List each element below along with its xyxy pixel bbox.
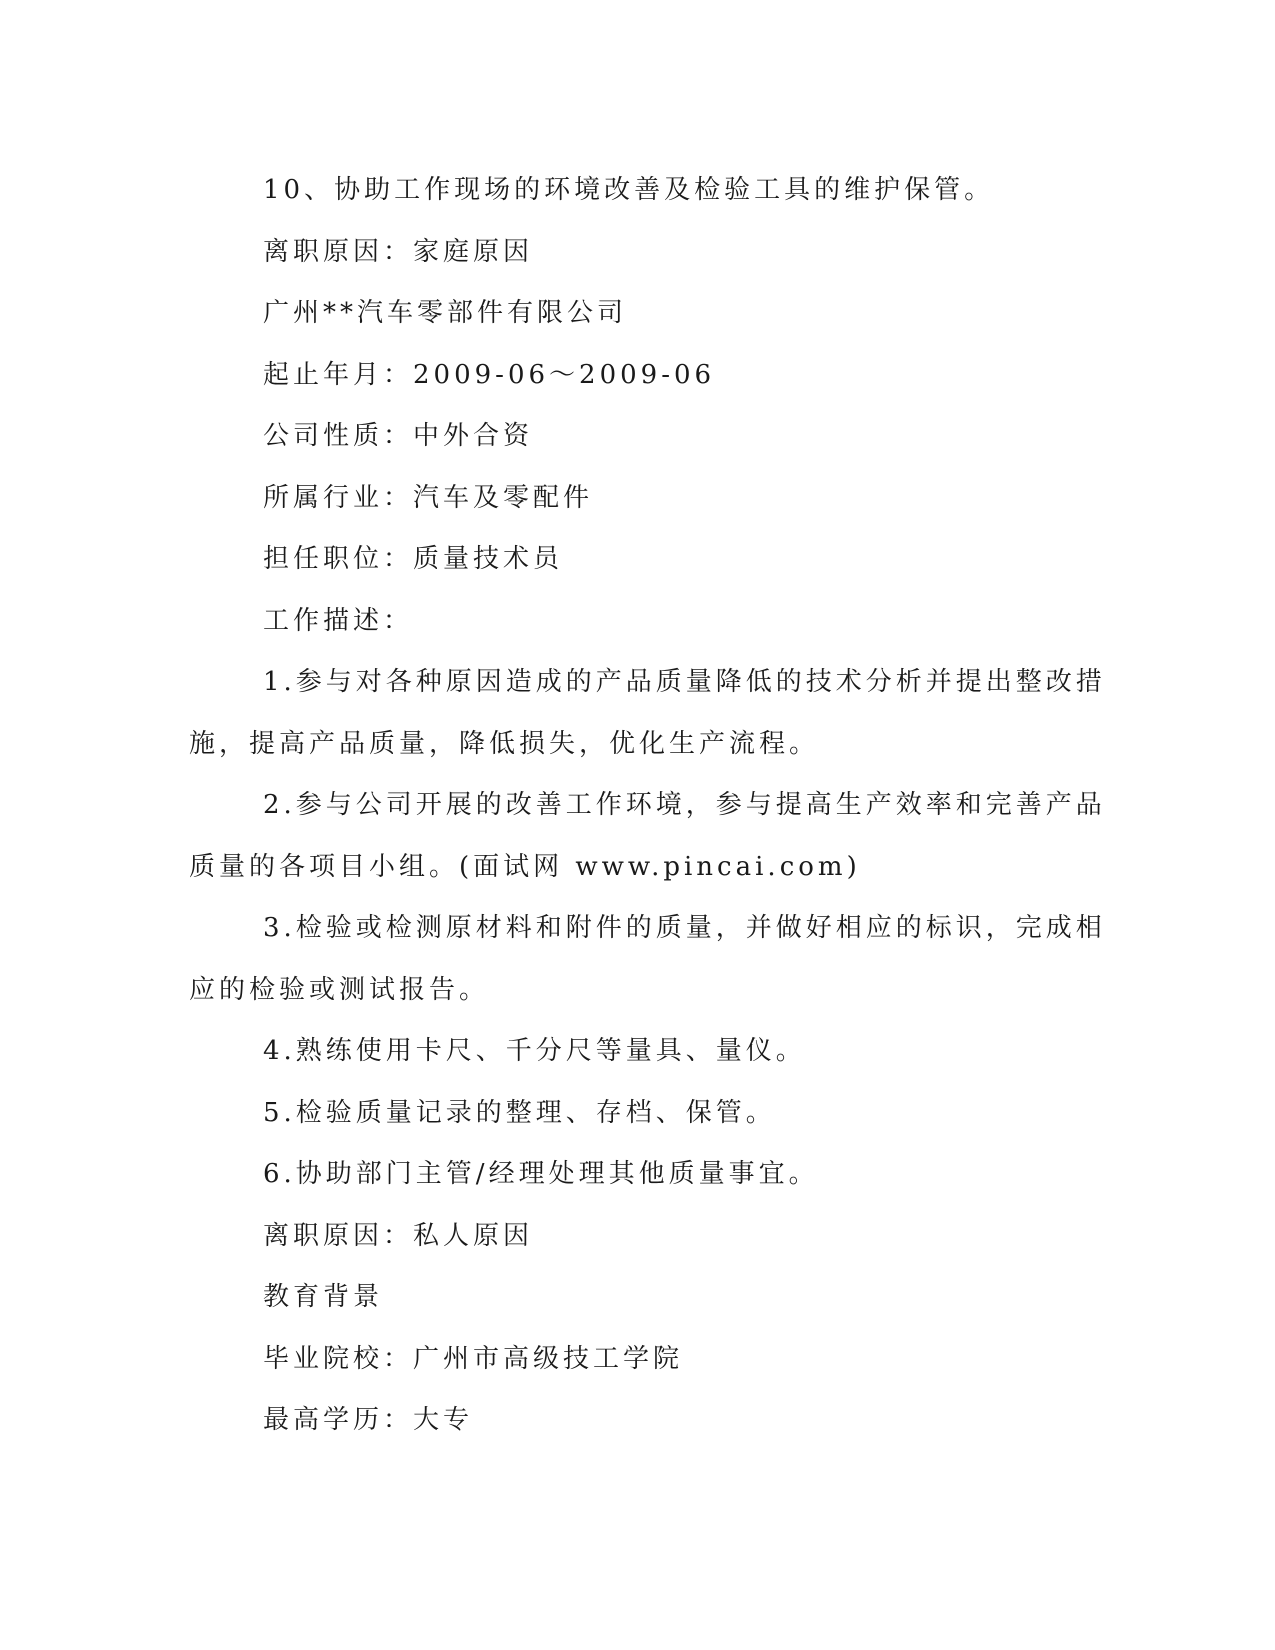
text-line-leave-reason-1: 离职原因：家庭原因 [263,236,534,267]
text-line-duty-1-part-1: 1.参与对各种原因造成的产品质量降低的技术分析并提出整改措 [263,667,1106,697]
text-line-school: 毕业院校：广州市高级技工学院 [263,1343,684,1374]
text-line-duty-5: 5.检验质量记录的整理、存档、保管。 [263,1097,776,1128]
text-line-duty-4: 4.熟练使用卡尺、千分尺等量具、量仪。 [263,1036,806,1066]
text-line-employment-period: 起止年月：2009-06～2009-06 [263,359,716,390]
text-line-company-type: 公司性质：中外合资 [263,421,534,451]
text-line-duty-6: 6.协助部门主管/经理处理其他质量事宜。 [263,1159,819,1189]
text-line-industry: 所属行业：汽车及零配件 [263,482,594,513]
text-line-highest-degree: 最高学历：大专 [263,1405,474,1435]
document-body [189,160,1106,1452]
section-heading-education: 教育背景 [263,1282,384,1312]
text-line-duty-1-part-2: 施，提高产品质量，降低损失，优化生产流程。 [189,728,820,759]
text-line-task-10: 10、协助工作现场的环境改善及检验工具的维护保管。 [263,175,995,205]
text-line-company-name: 广州**汽车零部件有限公司 [263,298,628,328]
text-line-leave-reason-2: 离职原因：私人原因 [263,1220,534,1251]
text-line-position: 担任职位：质量技术员 [263,544,564,574]
text-line-duty-3-part-1: 3.检验或检测原材料和附件的质量，并做好相应的标识，完成相 [263,913,1106,943]
text-line-duty-2-part-2: 质量的各项目小组。(面试网 www.pincai.com) [189,851,861,882]
text-line-duty-3-part-2: 应的检验或测试报告。 [189,974,490,1005]
text-line-job-description-heading: 工作描述： [263,605,414,636]
text-line-duty-2-part-1: 2.参与公司开展的改善工作环境，参与提高生产效率和完善产品 [263,790,1106,820]
